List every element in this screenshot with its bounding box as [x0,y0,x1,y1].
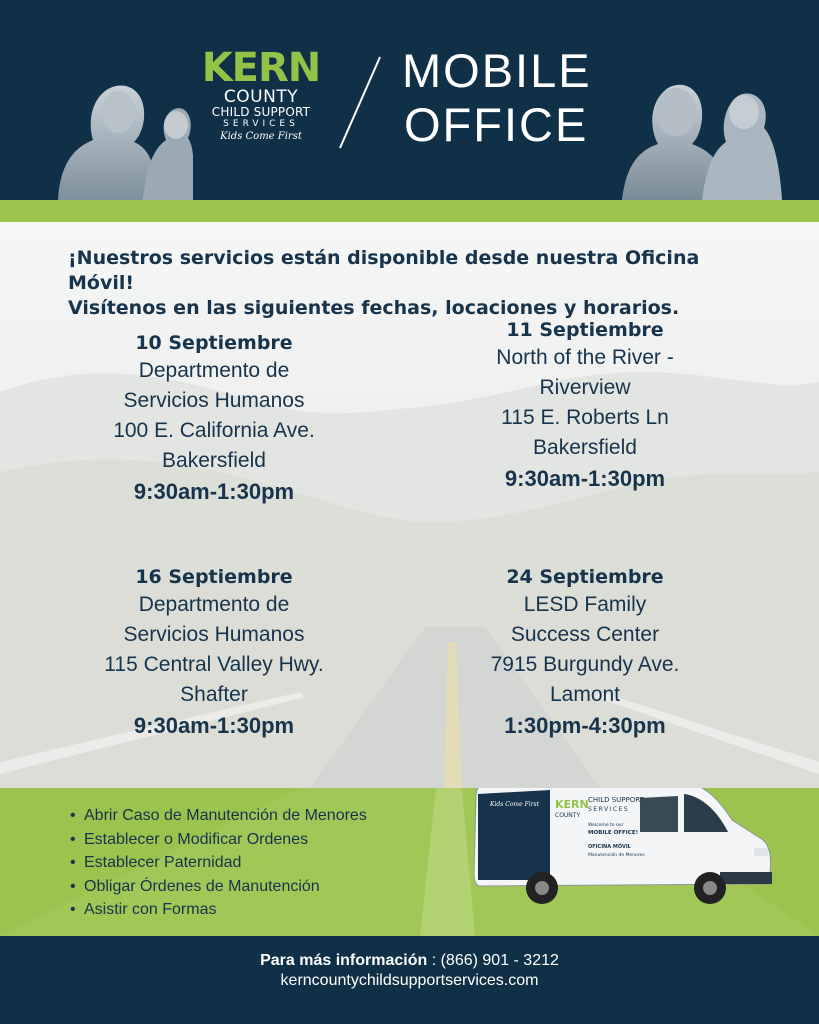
service-label: Abrir Caso de Manutención de Menores [84,807,367,824]
service-item: • Establecer Paternidad [70,854,242,871]
event-address: 115 E. Roberts Ln [501,406,669,429]
event-card-4 [435,564,735,742]
van-tagline: Kids Come First [490,801,540,808]
event-date: 24 Septiembre [506,566,664,588]
van-panel-line-1: Welcome to our [588,823,624,828]
title-office: OFFICE [404,98,589,151]
van-logo-services: SERVICES [588,806,630,813]
event-location-line: Servicios Humanos [123,389,305,412]
event-city: Lamont [549,683,621,706]
intro-line-1: ¡Nuestros servicios están disponible desde nuestra Oficina Móvil! [68,247,700,294]
event-card-3 [64,564,364,742]
event-address: 115 Central Valley Hwy. [104,653,324,676]
van-panel-line-4: Manutención de Menores [588,853,645,858]
van-panel-line-3: OFICINA MÓVIL [588,844,631,850]
event-location-line: Riverview [539,376,631,399]
event-time: 1:30pm-4:30pm [504,713,666,738]
service-label: Asistir con Formas [84,901,217,918]
van-logo-child-support: CHILD SUPPORT [588,796,644,804]
van-panel-line-2: MOBILE OFFICE! [588,830,639,836]
schedule-section [0,222,819,788]
event-card-1 [64,330,364,508]
header [0,0,819,200]
logo-county-text: COUNTY [223,87,299,107]
service-label: Establecer Paternidad [84,854,242,871]
service-item: • Obligar Órdenes de Manutención [70,877,320,895]
slash-divider [335,55,385,150]
event-location-line: Departmento de [138,359,290,382]
service-label: Obligar Órdenes de Manutención [84,877,320,895]
event-time: 9:30am-1:30pm [133,479,295,504]
event-location-line: Servicios Humanos [123,623,305,646]
logo-tagline: Kids Come First [220,131,302,142]
logo-child-support-text: CHILD SUPPORT [211,105,311,119]
services-list [70,804,367,922]
event-location-line: LESD Family [523,593,647,616]
event-address: 100 E. California Ave. [113,419,315,442]
kern-county-logo [196,45,326,148]
event-location-line: Success Center [510,623,660,646]
event-location-line: Departmento de [138,593,290,616]
event-date: 11 Septiembre [506,319,664,341]
logo-services-text: SERVICES [223,119,299,129]
event-time: 9:30am-1:30pm [504,466,666,491]
event-city: Bakersfield [162,449,266,472]
footer [0,936,819,1024]
mother-daughter-photo [48,70,193,200]
intro-line-2: Visítenos en las siguientes fechas, locaciones y horarios. [68,297,680,319]
service-label: Establecer o Modificar Ordenes [84,830,309,848]
van-logo-kern: KERN [555,798,589,811]
event-location-line: North of the River - [496,346,674,369]
mobile-office-van [470,788,775,911]
event-address: 7915 Burgundy Ave. [490,653,680,676]
footer-phone: (866) 901 - 3212 [440,952,559,969]
logo-kern-text: KERN [201,45,321,91]
service-item: • Establecer o Modificar Ordenes [70,830,309,848]
father-son-photo [622,72,782,200]
event-date: 10 Septiembre [135,332,293,354]
footer-website[interactable]: kerncountychildsupportservices.com [280,972,539,989]
event-time: 9:30am-1:30pm [133,713,295,738]
green-stripe [0,200,819,222]
title-mobile: MOBILE [402,44,592,97]
event-city: Shafter [180,683,248,706]
event-city: Bakersfield [533,436,637,459]
van-logo-county: COUNTY [555,812,581,819]
services-band [0,788,819,936]
intro-text [68,246,768,321]
service-item: • Asistir con Formas [70,901,217,918]
event-date: 16 Septiembre [135,566,293,588]
footer-info-line [0,950,819,972]
service-item: • Abrir Caso de Manutención de Menores [70,807,367,824]
footer-info-sep: : [427,952,441,969]
footer-info-label: Para más información [260,952,428,969]
event-card-2 [435,317,735,495]
